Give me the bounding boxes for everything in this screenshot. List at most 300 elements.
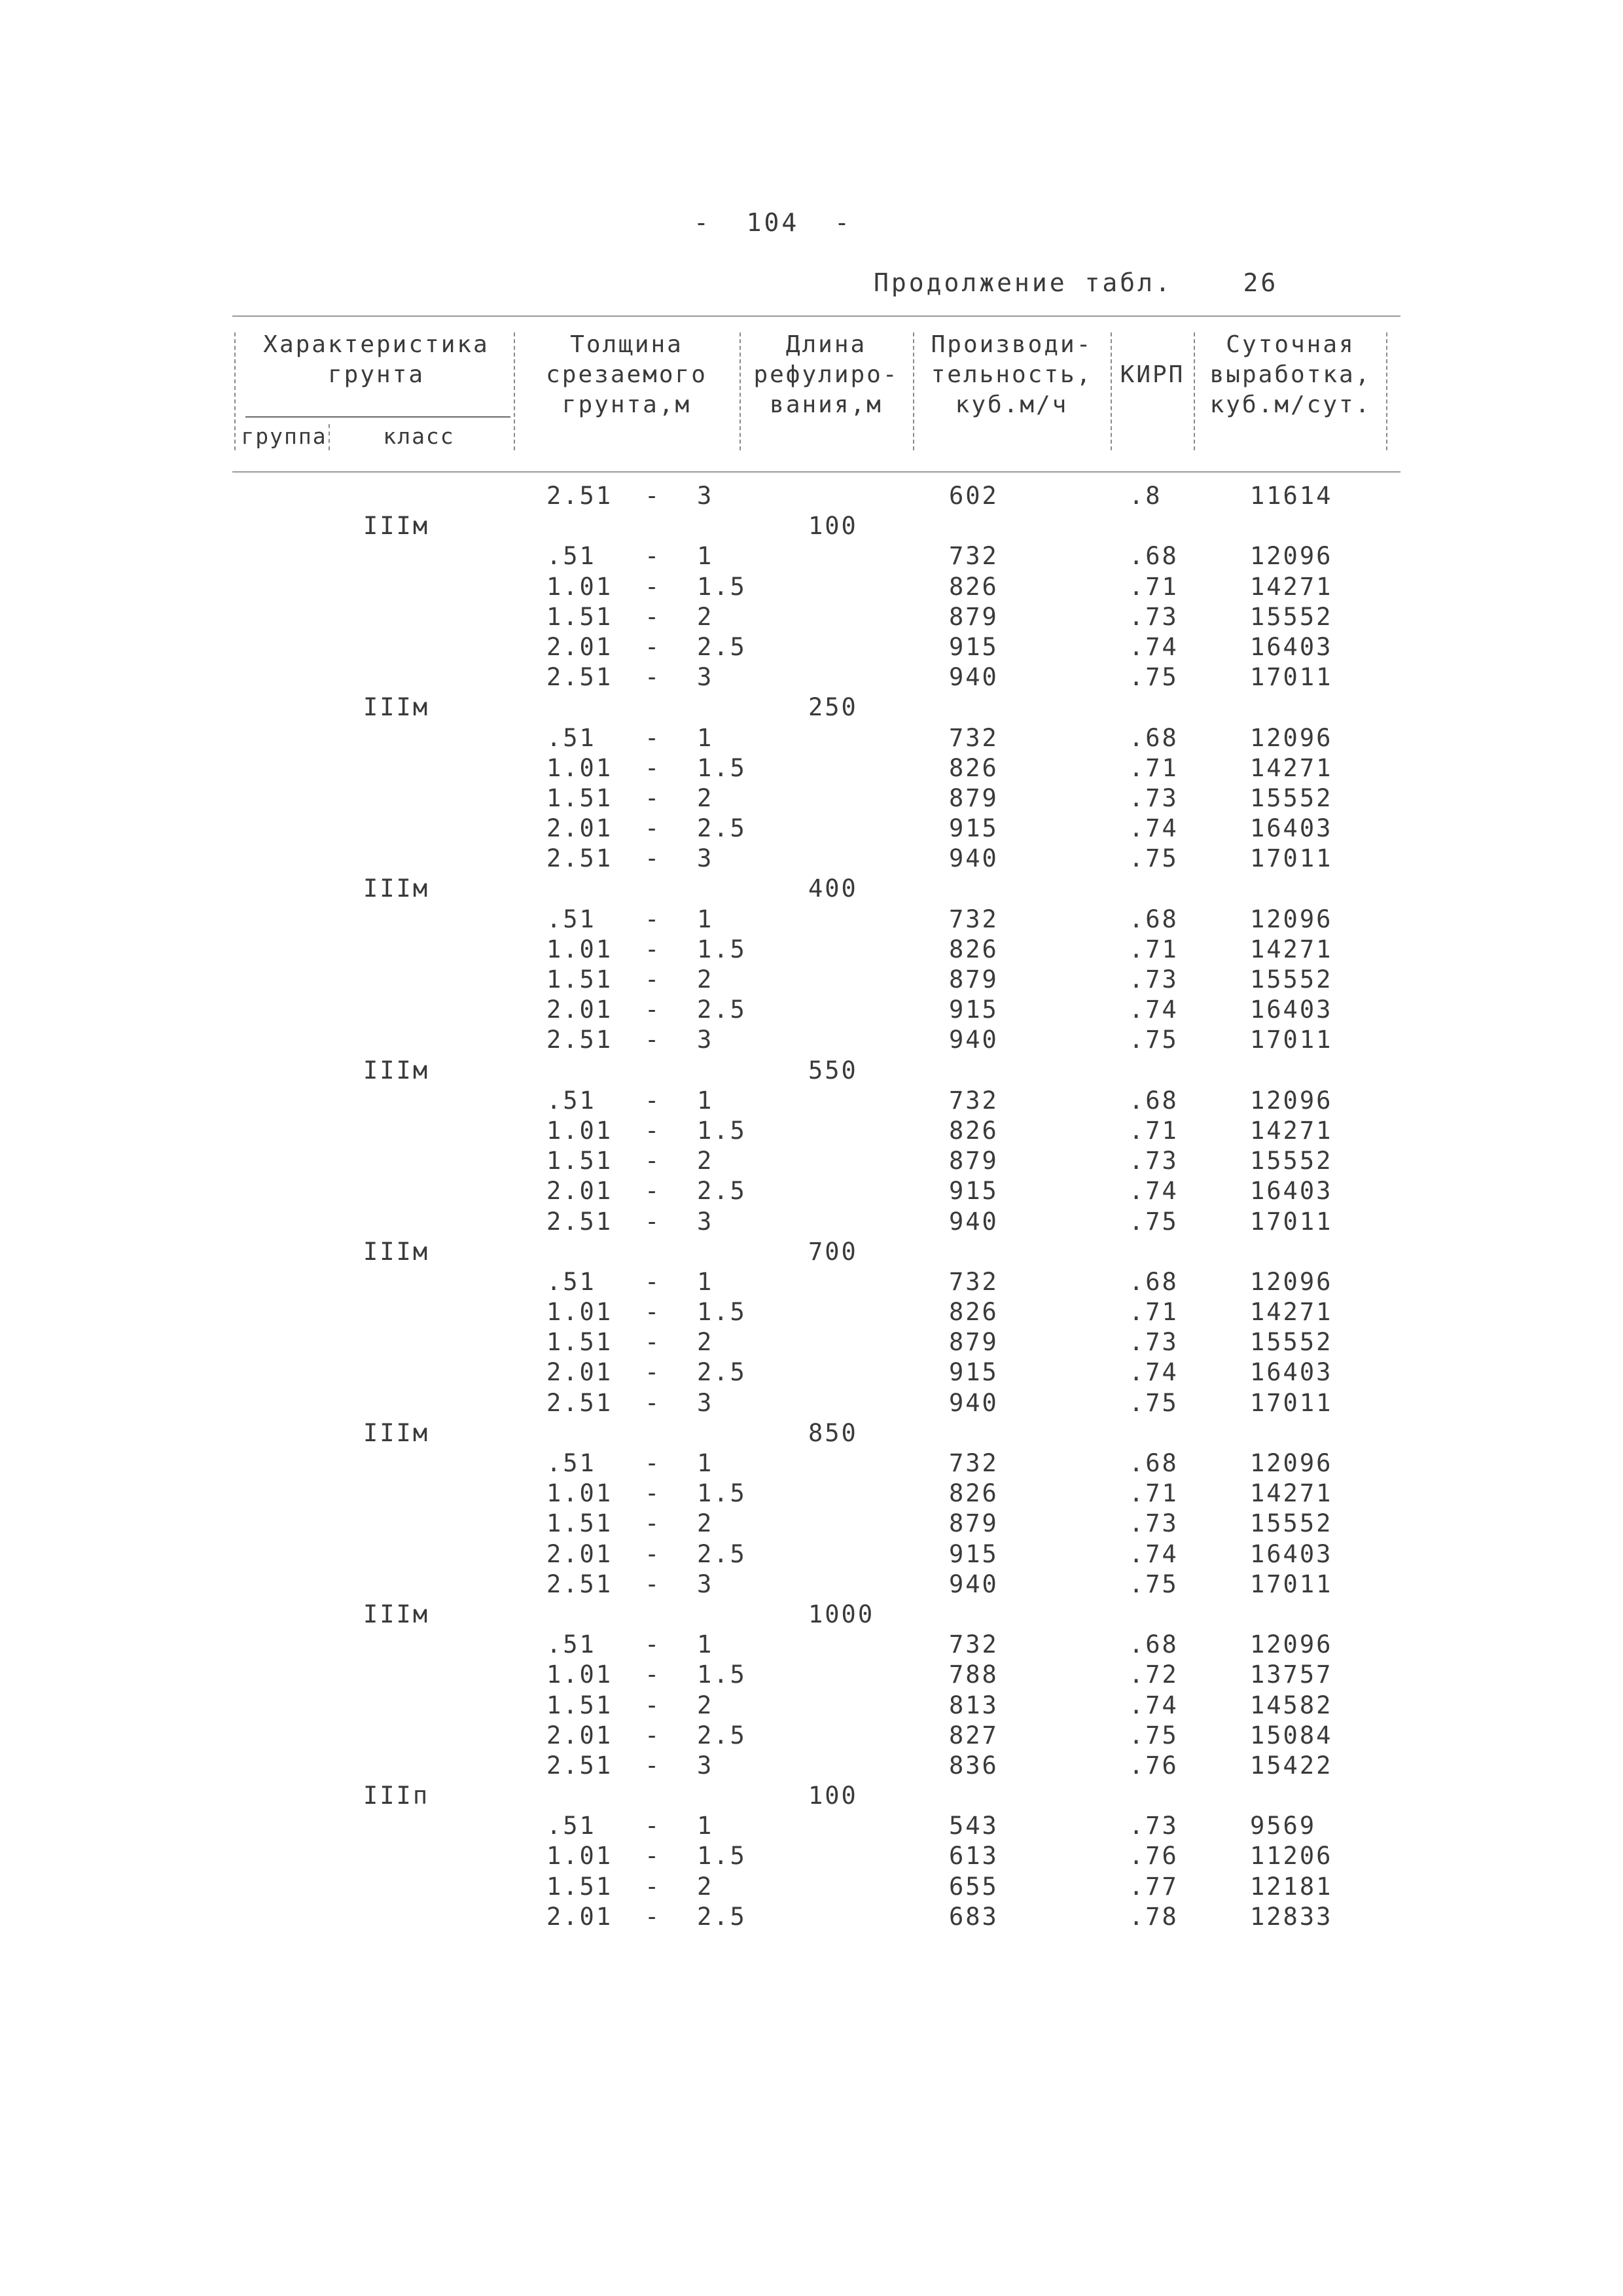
thickness-from: 1.01 [546, 935, 613, 963]
kirp-value: .75 [1129, 1570, 1179, 1598]
table-row [0, 1751, 1623, 1781]
table-continuation [874, 268, 1278, 297]
daily-output-value: 16403 [1250, 814, 1333, 843]
thickness-to: 1 [697, 1812, 714, 1840]
pipeline-length: 850 [808, 1418, 858, 1447]
kirp-value: .75 [1129, 1388, 1179, 1417]
productivity-value: 879 [949, 783, 999, 812]
range-dash: - [645, 632, 662, 661]
table-row [0, 723, 1623, 753]
productivity-value: 940 [949, 1570, 999, 1598]
soil-group-class: IIIм [363, 1056, 430, 1085]
productivity-value: 788 [949, 1660, 999, 1689]
productivity-value: 879 [949, 1147, 999, 1175]
range-dash: - [645, 1660, 662, 1689]
thickness-from: 1.01 [546, 1116, 613, 1145]
productivity-value: 915 [949, 814, 999, 843]
kirp-value: .75 [1129, 1721, 1179, 1749]
table-row [0, 1448, 1623, 1479]
table-group-row [0, 1781, 1623, 1811]
thickness-from: 2.01 [546, 632, 613, 661]
thickness-from: .51 [546, 905, 596, 933]
table-row [0, 1721, 1623, 1751]
thickness-to: 2 [697, 602, 714, 631]
thickness-to: 1.5 [697, 1842, 747, 1871]
thickness-to: 2 [697, 1872, 714, 1901]
kirp-value: .74 [1129, 1177, 1179, 1206]
header-kirp: КИРП [1120, 361, 1185, 388]
range-dash: - [645, 482, 662, 510]
page-number: - 104 - [694, 208, 852, 237]
productivity-value: 940 [949, 1207, 999, 1236]
daily-output-value: 15552 [1250, 783, 1333, 812]
table-row [0, 1267, 1623, 1297]
header-daily-output: Суточная выработка, куб.м/сут. [1209, 331, 1372, 418]
table-row [0, 1841, 1623, 1871]
productivity-value: 940 [949, 844, 999, 873]
kirp-value: .73 [1129, 1328, 1179, 1357]
range-dash: - [645, 1479, 662, 1508]
productivity-value: 732 [949, 905, 999, 933]
productivity-value: 915 [949, 996, 999, 1024]
range-dash: - [645, 996, 662, 1024]
table-row [0, 1297, 1623, 1327]
thickness-from: 1.51 [546, 1691, 613, 1719]
table-group-row [0, 1056, 1623, 1086]
kirp-value: .75 [1129, 1026, 1179, 1054]
thickness-from: .51 [546, 1086, 596, 1115]
daily-output-value: 11206 [1250, 1842, 1333, 1871]
daily-output-value: 15422 [1250, 1751, 1333, 1780]
range-dash: - [645, 965, 662, 994]
table-row [0, 1660, 1623, 1690]
daily-output-value: 14271 [1250, 572, 1333, 601]
thickness-from: 2.51 [546, 1207, 613, 1236]
table-row [0, 481, 1623, 511]
kirp-value: .71 [1129, 572, 1179, 601]
thickness-to: 1.5 [697, 1116, 747, 1145]
pipeline-length: 1000 [808, 1600, 875, 1628]
daily-output-value: 14271 [1250, 935, 1333, 963]
soil-group-class: IIIм [363, 1418, 430, 1447]
thickness-from: .51 [546, 1812, 596, 1840]
daily-output-value: 12096 [1250, 1267, 1333, 1296]
kirp-value: .73 [1129, 783, 1179, 812]
kirp-value: .74 [1129, 632, 1179, 661]
thickness-to: 2 [697, 783, 714, 812]
table-row [0, 935, 1623, 965]
table-row [0, 1630, 1623, 1660]
kirp-value: .73 [1129, 965, 1179, 994]
table-row [0, 965, 1623, 995]
range-dash: - [645, 1116, 662, 1145]
range-dash: - [645, 1751, 662, 1780]
productivity-value: 940 [949, 1388, 999, 1417]
table-row [0, 1479, 1623, 1509]
range-dash: - [645, 663, 662, 692]
daily-output-value: 12096 [1250, 1630, 1333, 1659]
daily-output-value: 12096 [1250, 1086, 1333, 1115]
table-row [0, 1388, 1623, 1418]
productivity-value: 915 [949, 632, 999, 661]
thickness-from: 2.51 [546, 1570, 613, 1598]
daily-output-value: 15552 [1250, 1147, 1333, 1175]
thickness-to: 2.5 [697, 1539, 747, 1568]
pipeline-length: 400 [808, 874, 858, 903]
thickness-to: 2.5 [697, 1358, 747, 1387]
productivity-value: 655 [949, 1872, 999, 1901]
col-separator [514, 332, 515, 450]
productivity-value: 826 [949, 1298, 999, 1327]
range-dash: - [645, 572, 662, 601]
daily-output-value: 16403 [1250, 632, 1333, 661]
thickness-to: 1 [697, 1267, 714, 1296]
table-row [0, 572, 1623, 602]
table-row [0, 1509, 1623, 1539]
range-dash: - [645, 1267, 662, 1296]
kirp-value: .71 [1129, 935, 1179, 963]
table-row [0, 662, 1623, 692]
thickness-from: 1.51 [546, 783, 613, 812]
range-dash: - [645, 1086, 662, 1115]
kirp-value: .71 [1129, 1116, 1179, 1145]
thickness-to: 1 [697, 723, 714, 752]
table-row [0, 905, 1623, 935]
pipeline-length: 700 [808, 1237, 858, 1266]
range-dash: - [645, 1691, 662, 1719]
thickness-from: 1.01 [546, 1842, 613, 1871]
thickness-to: 1.5 [697, 572, 747, 601]
thickness-to: 2.5 [697, 1902, 747, 1931]
daily-output-value: 12096 [1250, 723, 1333, 752]
daily-output-value: 14271 [1250, 753, 1333, 782]
kirp-value: .75 [1129, 844, 1179, 873]
daily-output-value: 17011 [1250, 844, 1333, 873]
thickness-to: 3 [697, 844, 714, 873]
thickness-to: 1.5 [697, 1660, 747, 1689]
continuation-label: Продолжение табл. [874, 268, 1173, 297]
table-row [0, 1086, 1623, 1116]
daily-output-value: 17011 [1250, 1388, 1333, 1417]
daily-output-value: 17011 [1250, 1207, 1333, 1236]
thickness-to: 2 [697, 1509, 714, 1538]
daily-output-value: 12833 [1250, 1902, 1333, 1931]
range-dash: - [645, 1328, 662, 1357]
thickness-to: 2 [697, 965, 714, 994]
kirp-value: .73 [1129, 1509, 1179, 1538]
range-dash: - [645, 1177, 662, 1206]
thickness-to: 2 [697, 1147, 714, 1175]
kirp-value: .71 [1129, 1479, 1179, 1508]
productivity-value: 879 [949, 965, 999, 994]
kirp-value: .68 [1129, 905, 1179, 933]
range-dash: - [645, 1539, 662, 1568]
kirp-value: .74 [1129, 1358, 1179, 1387]
thickness-from: 1.01 [546, 753, 613, 782]
thickness-to: 2.5 [697, 1721, 747, 1749]
range-dash: - [645, 602, 662, 631]
kirp-value: .76 [1129, 1751, 1179, 1780]
table-row [0, 1146, 1623, 1176]
productivity-value: 543 [949, 1812, 999, 1840]
thickness-to: 3 [697, 1570, 714, 1598]
range-dash: - [645, 542, 662, 571]
thickness-from: .51 [546, 1630, 596, 1659]
thickness-from: 1.51 [546, 1147, 613, 1175]
col-separator [1111, 332, 1112, 450]
daily-output-value: 14271 [1250, 1298, 1333, 1327]
daily-output-value: 14271 [1250, 1116, 1333, 1145]
pipeline-length: 550 [808, 1056, 858, 1085]
soil-group-class: IIIм [363, 1600, 430, 1628]
thickness-to: 1.5 [697, 1479, 747, 1508]
thickness-from: .51 [546, 542, 596, 571]
pipeline-length: 100 [808, 1782, 858, 1810]
thickness-from: .51 [546, 723, 596, 752]
productivity-value: 732 [949, 1267, 999, 1296]
daily-output-value: 15552 [1250, 965, 1333, 994]
thickness-from: 2.51 [546, 482, 613, 510]
soil-group-class: IIIм [363, 1237, 430, 1266]
range-dash: - [645, 1630, 662, 1659]
daily-output-value: 16403 [1250, 1177, 1333, 1206]
productivity-value: 826 [949, 1116, 999, 1145]
kirp-value: .68 [1129, 1630, 1179, 1659]
range-dash: - [645, 905, 662, 933]
table-row [0, 753, 1623, 783]
table-row [0, 602, 1623, 632]
thickness-from: 1.51 [546, 1509, 613, 1538]
table-row [0, 1207, 1623, 1237]
range-dash: - [645, 1147, 662, 1175]
range-dash: - [645, 1570, 662, 1598]
productivity-value: 826 [949, 753, 999, 782]
kirp-value: .77 [1129, 1872, 1179, 1901]
thickness-to: 1 [697, 542, 714, 571]
daily-output-value: 14582 [1250, 1691, 1333, 1719]
thickness-to: 2.5 [697, 632, 747, 661]
table-row [0, 1691, 1623, 1721]
range-dash: - [645, 935, 662, 963]
table-row [0, 1176, 1623, 1206]
table-row [0, 1025, 1623, 1055]
productivity-value: 827 [949, 1721, 999, 1749]
header-bottom-rule [232, 471, 1400, 473]
productivity-value: 915 [949, 1177, 999, 1206]
table-row [0, 1902, 1623, 1932]
daily-output-value: 17011 [1250, 1026, 1333, 1054]
table-row [0, 814, 1623, 844]
thickness-to: 1 [697, 905, 714, 933]
range-dash: - [645, 1358, 662, 1387]
range-dash: - [645, 1842, 662, 1871]
kirp-value: .75 [1129, 1207, 1179, 1236]
thickness-to: 3 [697, 1207, 714, 1236]
kirp-value: .73 [1129, 1812, 1179, 1840]
daily-output-value: 16403 [1250, 1539, 1333, 1568]
productivity-value: 940 [949, 1026, 999, 1054]
daily-output-value: 13757 [1250, 1660, 1333, 1689]
thickness-from: 2.01 [546, 1358, 613, 1387]
kirp-value: .74 [1129, 996, 1179, 1024]
productivity-value: 915 [949, 1358, 999, 1387]
productivity-value: 613 [949, 1842, 999, 1871]
table-row [0, 1570, 1623, 1600]
productivity-value: 826 [949, 572, 999, 601]
thickness-to: 2 [697, 1691, 714, 1719]
daily-output-value: 11614 [1250, 482, 1333, 510]
daily-output-value: 15552 [1250, 1509, 1333, 1538]
kirp-value: .75 [1129, 663, 1179, 692]
kirp-value: .8 [1129, 482, 1162, 510]
col-separator [234, 332, 236, 450]
thickness-from: 2.01 [546, 1721, 613, 1749]
table-group-row [0, 511, 1623, 541]
thickness-to: 3 [697, 1388, 714, 1417]
table-group-row [0, 874, 1623, 904]
kirp-value: .76 [1129, 1842, 1179, 1871]
table-group-row [0, 692, 1623, 723]
range-dash: - [645, 1388, 662, 1417]
productivity-value: 826 [949, 1479, 999, 1508]
range-dash: - [645, 1509, 662, 1538]
table-group-row [0, 1418, 1623, 1448]
thickness-from: 1.51 [546, 965, 613, 994]
productivity-value: 915 [949, 1539, 999, 1568]
table-body [0, 481, 1623, 1932]
thickness-from: 2.01 [546, 996, 613, 1024]
table-row [0, 1811, 1623, 1841]
thickness-from: 2.01 [546, 1539, 613, 1568]
thickness-to: 1.5 [697, 935, 747, 963]
table-row [0, 1116, 1623, 1146]
table-row [0, 844, 1623, 874]
table-row [0, 632, 1623, 662]
col-separator [913, 332, 914, 450]
table-number: 26 [1243, 268, 1279, 297]
col-separator [1386, 332, 1387, 450]
soil-group-class: IIIп [363, 1782, 430, 1810]
thickness-to: 3 [697, 482, 714, 510]
kirp-value: .68 [1129, 1449, 1179, 1477]
range-dash: - [645, 1872, 662, 1901]
productivity-value: 826 [949, 935, 999, 963]
range-dash: - [645, 1026, 662, 1054]
col-separator [740, 332, 741, 450]
productivity-value: 602 [949, 482, 999, 510]
productivity-value: 879 [949, 1509, 999, 1538]
thickness-to: 2.5 [697, 996, 747, 1024]
thickness-from: 1.51 [546, 602, 613, 631]
header-length: Длина рефулиро- вания,м [753, 331, 899, 418]
range-dash: - [645, 783, 662, 812]
pipeline-length: 250 [808, 693, 858, 722]
productivity-value: 732 [949, 1449, 999, 1477]
range-dash: - [645, 844, 662, 873]
table-row [0, 541, 1623, 571]
kirp-value: .68 [1129, 723, 1179, 752]
range-dash: - [645, 1812, 662, 1840]
daily-output-value: 14271 [1250, 1479, 1333, 1508]
kirp-value: .74 [1129, 814, 1179, 843]
col-separator [1194, 332, 1195, 450]
table-row [0, 995, 1623, 1025]
thickness-from: .51 [546, 1267, 596, 1296]
thickness-from: 1.01 [546, 572, 613, 601]
thickness-from: 2.01 [546, 814, 613, 843]
table-row [0, 1327, 1623, 1357]
kirp-value: .72 [1129, 1660, 1179, 1689]
header-underline [245, 416, 510, 418]
productivity-value: 879 [949, 602, 999, 631]
daily-output-value: 15552 [1250, 602, 1333, 631]
col-separator [329, 424, 330, 450]
thickness-from: 2.51 [546, 1751, 613, 1780]
thickness-to: 1.5 [697, 1298, 747, 1327]
header-productivity: Производи- тельность, куб.м/ч [931, 331, 1093, 418]
header-group: группа [241, 423, 327, 449]
thickness-to: 3 [697, 663, 714, 692]
table-row [0, 1872, 1623, 1902]
range-dash: - [645, 723, 662, 752]
productivity-value: 940 [949, 663, 999, 692]
kirp-value: .68 [1129, 1086, 1179, 1115]
thickness-from: 2.51 [546, 663, 613, 692]
kirp-value: .74 [1129, 1691, 1179, 1719]
productivity-value: 879 [949, 1328, 999, 1357]
productivity-value: 732 [949, 723, 999, 752]
productivity-value: 836 [949, 1751, 999, 1780]
table-row [0, 1357, 1623, 1388]
thickness-from: 1.01 [546, 1298, 613, 1327]
daily-output-value: 15084 [1250, 1721, 1333, 1749]
thickness-to: 1.5 [697, 753, 747, 782]
thickness-to: 1 [697, 1086, 714, 1115]
thickness-to: 1 [697, 1449, 714, 1477]
range-dash: - [645, 1449, 662, 1477]
daily-output-value: 17011 [1250, 663, 1333, 692]
soil-group-class: IIIм [363, 693, 430, 722]
kirp-value: .68 [1129, 542, 1179, 571]
productivity-value: 732 [949, 542, 999, 571]
productivity-value: 732 [949, 1630, 999, 1659]
productivity-value: 813 [949, 1691, 999, 1719]
range-dash: - [645, 814, 662, 843]
range-dash: - [645, 1902, 662, 1931]
thickness-to: 2.5 [697, 1177, 747, 1206]
daily-output-value: 12096 [1250, 905, 1333, 933]
range-dash: - [645, 1207, 662, 1236]
header-class: класс [383, 423, 455, 449]
thickness-from: 2.01 [546, 1902, 613, 1931]
table-group-row [0, 1600, 1623, 1630]
kirp-value: .74 [1129, 1539, 1179, 1568]
daily-output-value: 15552 [1250, 1328, 1333, 1357]
kirp-value: .73 [1129, 1147, 1179, 1175]
daily-output-value: 17011 [1250, 1570, 1333, 1598]
range-dash: - [645, 1721, 662, 1749]
thickness-from: 2.01 [546, 1177, 613, 1206]
soil-group-class: IIIм [363, 512, 430, 541]
kirp-value: .78 [1129, 1902, 1179, 1931]
pipeline-length: 100 [808, 512, 858, 541]
daily-output-value: 16403 [1250, 1358, 1333, 1387]
header-characteristic: Характеристика грунта [263, 331, 490, 388]
header-top-rule [232, 315, 1400, 317]
productivity-value: 732 [949, 1086, 999, 1115]
thickness-from: 1.01 [546, 1660, 613, 1689]
thickness-to: 3 [697, 1751, 714, 1780]
